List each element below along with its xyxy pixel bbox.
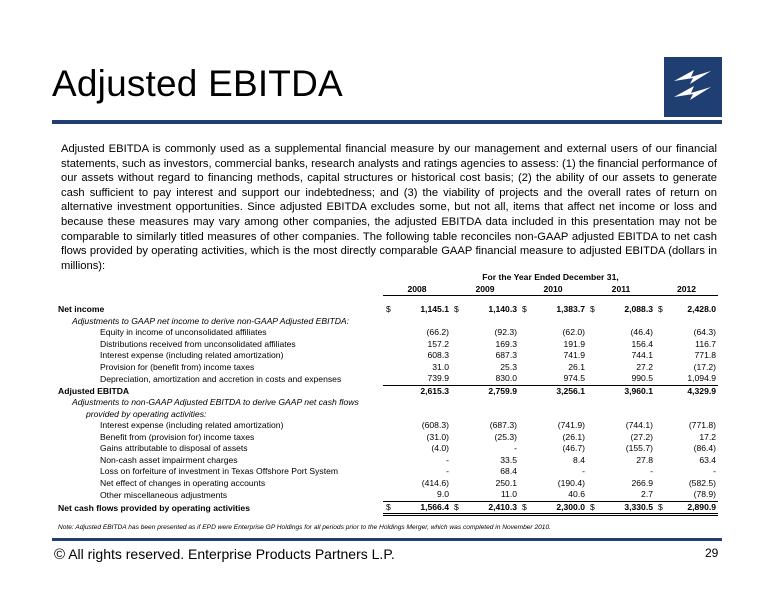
- value-cell: 4,329.9: [665, 385, 718, 397]
- currency-symbol: [655, 385, 665, 397]
- currency-symbol: $: [590, 304, 595, 314]
- value-cell: 116.7: [695, 338, 717, 349]
- table-row: [58, 339, 718, 351]
- currency-symbol: $: [519, 501, 529, 515]
- currency-symbol: [519, 466, 529, 478]
- row-label: Benefit from (provision for) income taxes: [100, 431, 255, 442]
- currency-symbol: [587, 420, 597, 432]
- value-cell: 2,759.9: [461, 385, 519, 397]
- value-cell: 31.0: [432, 361, 449, 372]
- value-cell: (86.4): [693, 443, 717, 453]
- table-row: [58, 478, 718, 490]
- footer-copyright: [54, 546, 395, 563]
- value-cell: -: [514, 443, 517, 453]
- value-cell: 3,256.1: [529, 385, 587, 397]
- row-label: Gains attributable to disposal of assets: [100, 443, 248, 453]
- value-cell: 191.9: [563, 338, 585, 349]
- row-label: Depreciation, amortization and accretion in costs and expenses: [100, 373, 342, 384]
- currency-symbol: [587, 478, 597, 490]
- value-cell: (46.4): [630, 327, 653, 337]
- value-cell: 27.8: [636, 454, 653, 465]
- page-title: Adjusted EBITDA: [52, 63, 343, 104]
- enterprise-logo-icon: [664, 57, 722, 117]
- row-label: Net effect of changes in operating accounts: [100, 477, 266, 488]
- value-cell: 250.1: [495, 477, 517, 488]
- value-cell: 8.4: [573, 454, 585, 465]
- value-cell: 744.1: [631, 350, 653, 360]
- currency-symbol: [519, 455, 529, 467]
- table-row: [58, 443, 718, 455]
- table-row: [58, 362, 718, 374]
- currency-symbol: $: [522, 304, 527, 314]
- currency-symbol: [587, 385, 597, 397]
- intro-paragraph: Adjusted EBITDA is commonly used as a supplemental financial measure by our management and external users of our financial statements, such as investors, commercial banks, research analysts and ratings agencies to assess: (1) the financial performance of our assets without regard to financing methods, capital structures or historical cost basis; (2) the ability of our assets to generate cash sufficient to pay interest and support our indebtedness; and (3) the viability of projects and the overall rates of return on alternative investment opportunities. Since adjusted EBITDA excludes some, but not all, items that affect net income or loss and because these measures may vary among other companies, the adjusted EBITDA data included in this presentation may not be comparable to similarly titled measures of other companies. The following table reconciles non-GAAP adjusted EBITDA to net cash flows provided by operating activities, which is the most directly comparable GAAP financial measure to adjusted EBITDA (dollars in millions):: [61, 143, 717, 272]
- value-cell: 169.3: [495, 338, 517, 349]
- value-cell: 1,383.7: [556, 304, 585, 314]
- value-cell: 2,428.0: [687, 304, 717, 314]
- value-cell: (25.3): [494, 431, 517, 442]
- currency-symbol: [655, 362, 665, 374]
- value-cell: -: [650, 466, 653, 476]
- value-cell: 1,140.3: [488, 304, 517, 314]
- year-header: 2011: [587, 284, 655, 296]
- currency-symbol: [383, 362, 393, 374]
- row-label: Adjustments to non-GAAP Adjusted EBITDA to derive GAAP net cash flows: [72, 397, 359, 407]
- value-cell: 27.2: [636, 361, 653, 372]
- table-row: [58, 432, 718, 444]
- currency-symbol: [451, 466, 461, 478]
- value-cell: 771.8: [694, 350, 717, 360]
- currency-symbol: [587, 466, 597, 478]
- value-cell: 156.4: [631, 338, 653, 349]
- page-number: 29: [705, 546, 719, 560]
- value-cell: (66.2): [426, 327, 449, 337]
- currency-symbol: [451, 350, 461, 362]
- value-cell: 33.5: [500, 454, 517, 465]
- currency-symbol: [519, 373, 529, 385]
- currency-symbol: [655, 455, 665, 467]
- value-cell: (4.0): [431, 443, 449, 453]
- value-cell: 2,615.3: [393, 385, 451, 397]
- value-cell: 1,566.4: [393, 501, 451, 515]
- value-cell: 974.5: [563, 373, 585, 383]
- table-row: [58, 397, 718, 409]
- row-label: Interest expense (including related amortization): [100, 350, 284, 360]
- row-label: Provision for (benefit from) income taxes: [100, 361, 255, 372]
- currency-symbol: [655, 443, 665, 455]
- currency-symbol: [383, 420, 393, 432]
- copyright-icon: ©: [54, 546, 66, 563]
- currency-symbol: [655, 327, 665, 339]
- currency-symbol: [587, 443, 597, 455]
- value-cell: 3,330.5: [597, 501, 655, 515]
- row-label: Net cash flows provided by operating activities: [58, 503, 250, 513]
- table-row: [58, 455, 718, 467]
- currency-symbol: [451, 385, 461, 397]
- currency-symbol: $: [383, 501, 393, 515]
- table-row: [58, 350, 718, 362]
- value-cell: 25.3: [500, 361, 517, 372]
- row-label: Equity in income of unconsolidated affiliates: [100, 327, 267, 337]
- currency-symbol: [451, 327, 461, 339]
- value-cell: (46.7): [562, 443, 585, 453]
- value-cell: 11.0: [500, 489, 517, 499]
- currency-symbol: [451, 455, 461, 467]
- table-row: [58, 420, 718, 432]
- currency-symbol: [383, 432, 393, 444]
- currency-symbol: [383, 489, 393, 501]
- currency-symbol: $: [454, 304, 459, 314]
- currency-symbol: [655, 339, 665, 351]
- value-cell: -: [446, 454, 449, 465]
- value-cell: (62.0): [562, 327, 585, 337]
- table-row: [58, 489, 718, 501]
- currency-symbol: [451, 443, 461, 455]
- currency-symbol: $: [386, 304, 391, 314]
- value-cell: 40.6: [568, 489, 585, 499]
- title-divider: [52, 120, 722, 124]
- currency-symbol: [451, 339, 461, 351]
- value-cell: (64.3): [693, 327, 717, 337]
- row-label: Distributions received from unconsolidated affiliates: [100, 338, 296, 349]
- currency-symbol: [519, 350, 529, 362]
- currency-symbol: [383, 373, 393, 385]
- currency-symbol: [587, 373, 597, 385]
- value-cell: 68.4: [500, 466, 517, 476]
- currency-symbol: [451, 489, 461, 501]
- table-row: [58, 304, 718, 316]
- currency-symbol: [383, 385, 393, 397]
- value-cell: (78.9): [693, 489, 717, 499]
- row-label: Interest expense (including related amortization): [100, 420, 284, 430]
- value-cell: (27.2): [630, 431, 653, 442]
- row-label: provided by operating activities:: [86, 408, 207, 419]
- row-label: Adjustments to GAAP net income to derive non-GAAP Adjusted EBITDA:: [72, 315, 350, 326]
- value-cell: 608.3: [427, 350, 449, 360]
- currency-symbol: [383, 339, 393, 351]
- value-cell: 26.1: [568, 361, 585, 372]
- currency-symbol: [451, 478, 461, 490]
- currency-symbol: [519, 362, 529, 374]
- value-cell: (17.2): [693, 361, 717, 372]
- footer-text: All rights reserved. Enterprise Products Partners L.P.: [68, 546, 395, 562]
- currency-symbol: [451, 432, 461, 444]
- value-cell: 1,145.1: [420, 304, 449, 314]
- currency-symbol: [655, 420, 665, 432]
- value-cell: 1,094.9: [687, 373, 717, 383]
- currency-symbol: [587, 327, 597, 339]
- value-cell: 687.3: [495, 350, 517, 360]
- ebitda-reconciliation-table: [58, 272, 718, 516]
- year-header: 2009: [451, 284, 519, 296]
- value-cell: -: [582, 466, 585, 476]
- table-footnote: Note: Adjusted EBITDA has been presented as if EPD were Enterprise GP Holdings for all periods prior to the Holdings Merger, which was completed in November 2010.: [58, 524, 551, 531]
- currency-symbol: [519, 327, 529, 339]
- currency-symbol: [383, 443, 393, 455]
- value-cell: 2,300.0: [529, 501, 587, 515]
- table-row: [58, 316, 718, 328]
- row-label: Non-cash asset impairment charges: [100, 454, 238, 465]
- currency-symbol: [451, 362, 461, 374]
- row-label: Adjusted EBITDA: [58, 385, 130, 396]
- value-cell: (190.4): [557, 477, 585, 488]
- currency-symbol: [587, 362, 597, 374]
- row-label: Net income: [58, 304, 105, 314]
- currency-symbol: [519, 443, 529, 455]
- currency-symbol: [383, 466, 393, 478]
- year-header: 2010: [519, 284, 587, 296]
- currency-symbol: [655, 373, 665, 385]
- value-cell: (744.1): [625, 420, 653, 430]
- value-cell: 2,088.3: [624, 304, 653, 314]
- value-cell: 17.2: [699, 431, 717, 442]
- year-header: 2012: [655, 284, 718, 296]
- value-cell: (582.5): [688, 477, 717, 488]
- currency-symbol: [655, 432, 665, 444]
- currency-symbol: [383, 350, 393, 362]
- row-label: Other miscellaneous adjustments: [100, 489, 228, 500]
- value-cell: (31.0): [426, 431, 449, 442]
- currency-symbol: [519, 489, 529, 501]
- value-cell: 739.9: [427, 373, 449, 383]
- value-cell: -: [446, 466, 449, 476]
- value-cell: (414.6): [421, 477, 449, 488]
- value-cell: (26.1): [562, 431, 585, 442]
- value-cell: 9.0: [437, 489, 449, 499]
- currency-symbol: [383, 478, 393, 490]
- currency-symbol: $: [587, 501, 597, 515]
- table-group-header: For the Year Ended December 31,: [482, 272, 619, 282]
- currency-symbol: [519, 432, 529, 444]
- currency-symbol: $: [658, 304, 663, 314]
- currency-symbol: $: [451, 501, 461, 515]
- currency-symbol: [451, 420, 461, 432]
- value-cell: 830.0: [495, 373, 517, 383]
- value-cell: 990.5: [631, 373, 653, 383]
- currency-symbol: [587, 339, 597, 351]
- table-row: [58, 327, 718, 339]
- value-cell: 63.4: [699, 454, 717, 465]
- currency-symbol: [519, 339, 529, 351]
- currency-symbol: [655, 489, 665, 501]
- value-cell: 2,410.3: [461, 501, 519, 515]
- value-cell: (92.3): [494, 327, 517, 337]
- currency-symbol: [519, 420, 529, 432]
- currency-symbol: [655, 478, 665, 490]
- value-cell: 2,890.9: [665, 501, 718, 515]
- currency-symbol: [587, 350, 597, 362]
- currency-symbol: [587, 489, 597, 501]
- currency-symbol: [383, 327, 393, 339]
- value-cell: 2.7: [641, 489, 653, 499]
- currency-symbol: [451, 373, 461, 385]
- currency-symbol: [383, 455, 393, 467]
- currency-symbol: [655, 350, 665, 362]
- value-cell: (687.3): [489, 420, 517, 430]
- value-cell: 741.9: [563, 350, 585, 360]
- table-row: [58, 373, 718, 385]
- footer-divider: [52, 538, 722, 541]
- value-cell: (741.9): [557, 420, 585, 430]
- table-row: [58, 409, 718, 421]
- value-cell: (771.8): [688, 420, 717, 430]
- currency-symbol: [655, 466, 665, 478]
- currency-symbol: [519, 478, 529, 490]
- table-row: [58, 501, 718, 515]
- value-cell: 266.9: [631, 477, 653, 488]
- currency-symbol: $: [655, 501, 665, 515]
- value-cell: -: [713, 466, 717, 476]
- table-row: [58, 385, 718, 397]
- currency-symbol: [587, 432, 597, 444]
- year-header: 2008: [383, 284, 451, 296]
- row-label: Loss on forfeiture of investment in Texas Offshore Port System: [100, 466, 339, 476]
- value-cell: (155.7): [625, 443, 653, 453]
- currency-symbol: [587, 455, 597, 467]
- table-row: [58, 466, 718, 478]
- value-cell: 3,960.1: [597, 385, 655, 397]
- currency-symbol: [519, 385, 529, 397]
- value-cell: 157.2: [427, 338, 449, 349]
- value-cell: (608.3): [421, 420, 449, 430]
